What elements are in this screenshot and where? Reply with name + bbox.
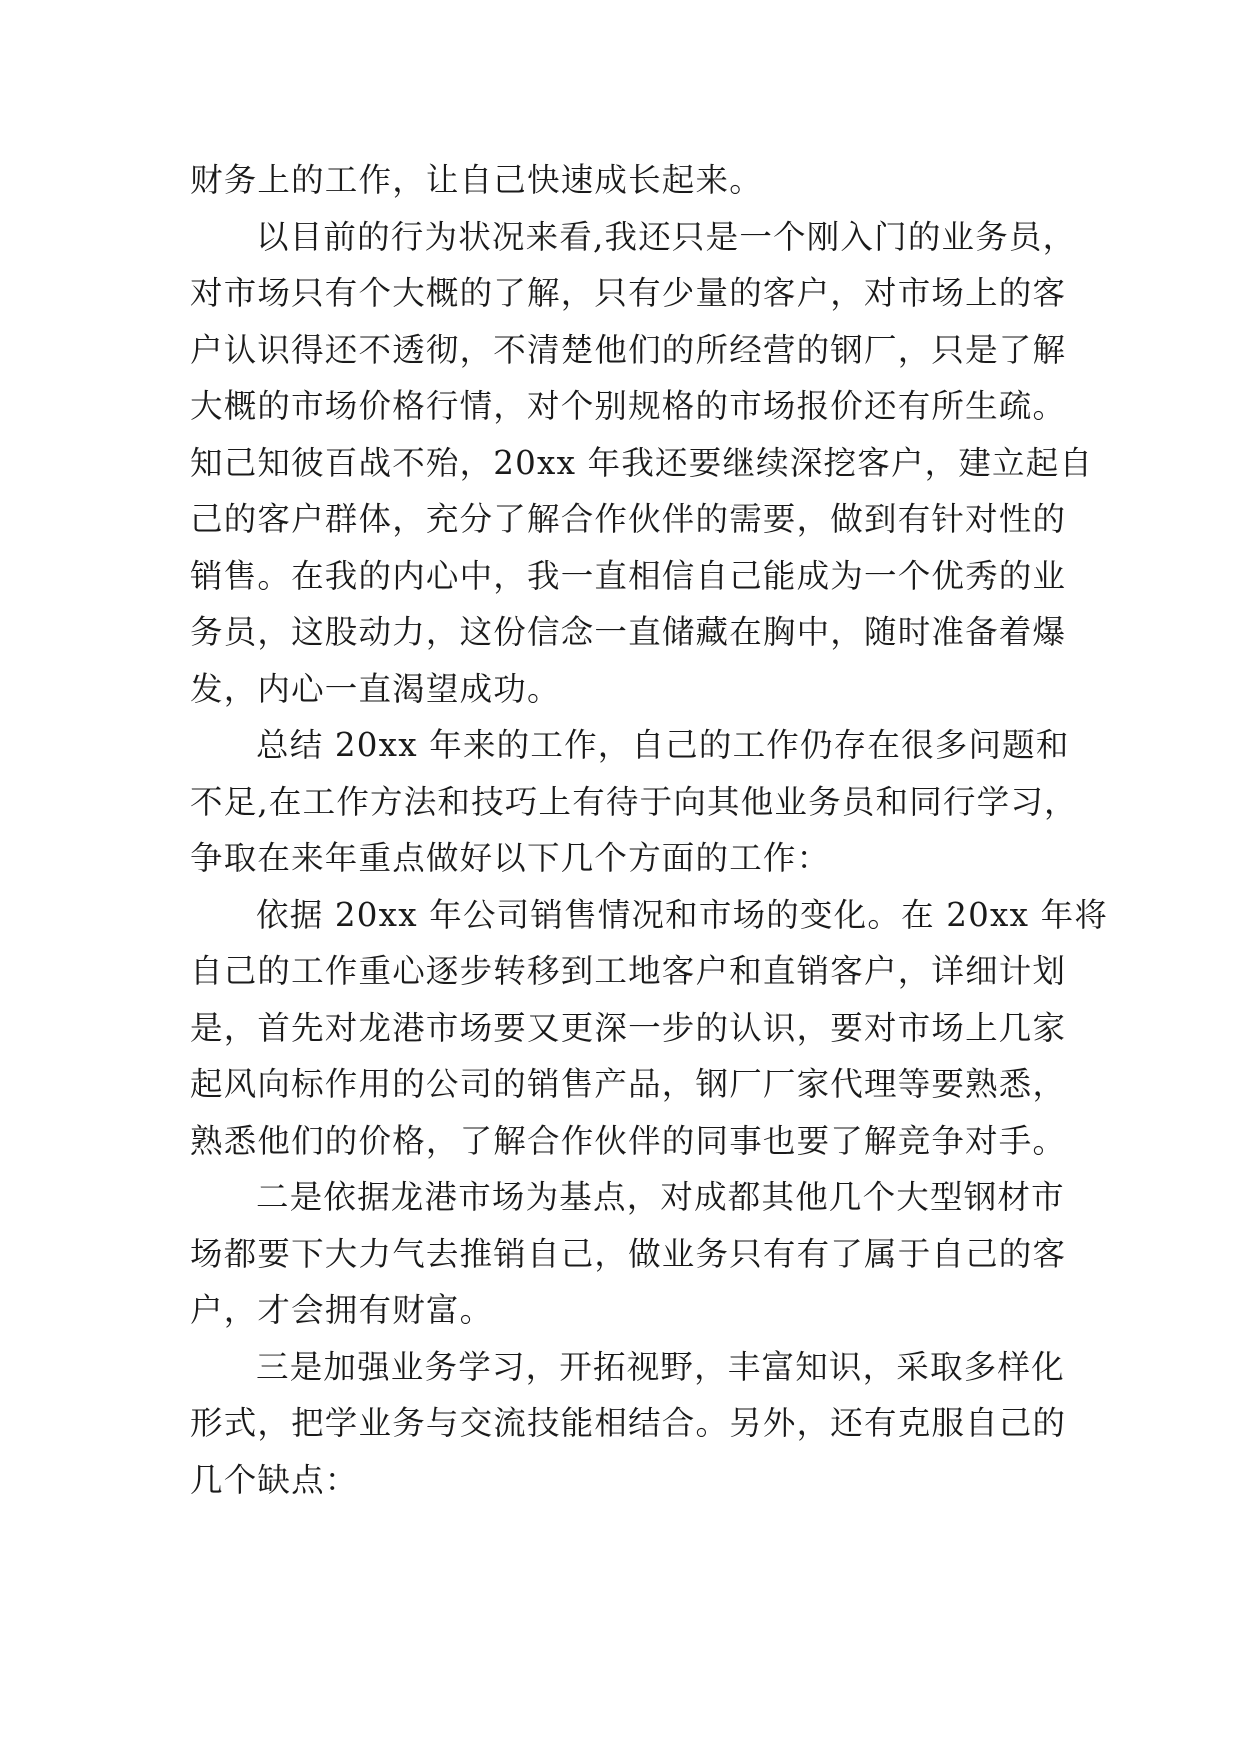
text-line: 销售。在我的内心中，我一直相信自己能成为一个优秀的业: [190, 556, 1067, 595]
text-line: 是，首先对龙港市场要又更深一步的认识，要对市场上几家: [190, 1008, 1067, 1047]
text-line: 不足,在工作方法和技巧上有待于向其他业务员和同行学习，: [190, 782, 1078, 821]
text-line: 依据 20xx 年公司销售情况和市场的变化。在 20xx 年将: [256, 895, 1109, 934]
text-line: 熟悉他们的价格，了解合作伙伴的同事也要了解竞争对手。: [190, 1121, 1067, 1160]
text-line: 三是加强业务学习，开拓视野，丰富知识，采取多样化: [256, 1347, 1065, 1386]
text-line: 以目前的行为状况来看,我还只是一个刚入门的业务员，: [256, 217, 1077, 256]
text-line: 户认识得还不透彻，不清楚他们的所经营的钢厂，只是了解: [190, 330, 1067, 369]
text-line: 发，内心一直渴望成功。: [190, 669, 561, 708]
text-line: 几个缺点：: [190, 1460, 359, 1499]
text-line: 场都要下大力气去推销自己，做业务只有有了属于自己的客: [190, 1234, 1067, 1273]
text-line: 形式，把学业务与交流技能相结合。另外，还有克服自己的: [190, 1404, 1067, 1442]
text-line: 己的客户群体，充分了解合作伙伴的需要，做到有针对性的: [190, 500, 1067, 538]
text-line: 对市场只有个大概的了解，只有少量的客户，对市场上的客: [190, 274, 1067, 312]
document-body: [190, 152, 1109, 1508]
text-line: 争取在来年重点做好以下几个方面的工作：: [190, 839, 831, 877]
text-line: 务员，这股动力，这份信念一直储藏在胸中，随时准备着爆: [190, 613, 1067, 651]
text-line: 知己知彼百战不殆，20xx 年我还要继续深挖客户，建立起自: [190, 443, 1094, 482]
text-line: 财务上的工作，让自己快速成长起来。: [190, 161, 763, 199]
text-line: 二是依据龙港市场为基点，对成都其他几个大型钢材市: [256, 1178, 1065, 1216]
text-line: 自己的工作重心逐步转移到工地客户和直销客户，详细计划: [190, 952, 1067, 990]
text-line: 户，才会拥有财富。: [190, 1291, 494, 1329]
text-line: 起风向标作用的公司的销售产品，钢厂厂家代理等要熟悉，: [190, 1065, 1067, 1103]
text-line: 大概的市场价格行情，对个别规格的市场报价还有所生疏。: [190, 387, 1067, 425]
text-line: 总结 20xx 年来的工作，自己的工作仍存在很多问题和: [256, 726, 1070, 764]
